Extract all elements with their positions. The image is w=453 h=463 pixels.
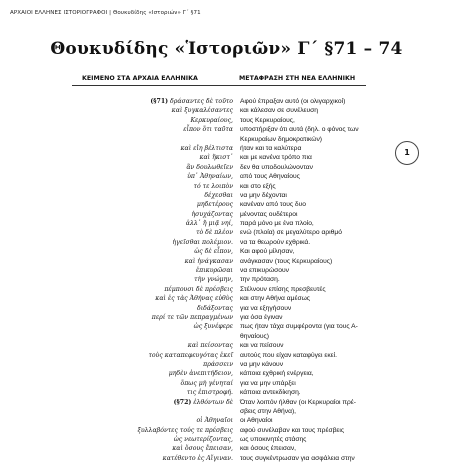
- text-row: [0, 210, 453, 219]
- ancient-line: [203, 360, 233, 369]
- modern-line: τους Κερκυραίους,: [240, 116, 295, 124]
- modern-line: και κάλεσαν σε συνέλευση: [240, 107, 319, 115]
- text-row: [0, 454, 453, 463]
- modern-line: να επικυρώσουν: [240, 267, 290, 275]
- ancient-text: ὡς νεωτερίζοντας,: [173, 436, 233, 444]
- ancient-text: περί τε τῶν πεπραγμένων: [151, 313, 233, 321]
- ancient-text: πράσσειν: [203, 360, 233, 368]
- text-row: [0, 426, 453, 435]
- modern-line: από τους Αθηναίους: [240, 173, 300, 181]
- ancient-line: [180, 144, 233, 153]
- ancient-text: ἀλλ᾽ ἢ μιᾷ νηί,: [185, 220, 233, 228]
- ancient-line: [187, 172, 233, 181]
- text-row: [0, 369, 453, 378]
- ancient-line: [163, 454, 233, 463]
- text-row: [0, 200, 453, 209]
- text-row: [0, 322, 453, 331]
- ancient-text: τὴν γνώμην,: [194, 276, 233, 284]
- ancient-line: [190, 116, 233, 125]
- ancient-text: ἐπικυρῶσαι: [195, 267, 233, 275]
- section-marker: (§72): [173, 398, 192, 406]
- modern-line: και με κανένα τρόπο πια: [240, 154, 312, 162]
- column-header-ancient: ΚΕΙΜΕΝΟ ΣΤΑ ΑΡΧΑΙΑ ΕΛΛΗΝΙΚΑ: [82, 75, 198, 82]
- ancient-text: δέχεσθαι: [204, 191, 233, 199]
- ancient-text: καὶ εἴη βέλτιστα: [180, 144, 233, 152]
- modern-line: πως ήταν τάχα συμφέροντα (για τους Α-: [240, 323, 358, 331]
- text-row: [0, 238, 453, 247]
- modern-line: και όσους έπεισαν,: [240, 445, 297, 453]
- ancient-line: [196, 228, 233, 237]
- ancient-line: [169, 369, 233, 378]
- ancient-line: [199, 153, 233, 162]
- modern-line: υποστήριξαν ότι αυτά (δηλ. ο φόνος των: [240, 126, 359, 134]
- text-row: [0, 182, 453, 191]
- ancient-text: ἡσυχάζοντας: [191, 210, 233, 218]
- text-row: [0, 388, 453, 397]
- ancient-line: [196, 416, 233, 425]
- text-row: [0, 379, 453, 388]
- modern-line: δεν θα υποδουλώνονταν: [240, 163, 313, 171]
- text-row: [0, 172, 453, 181]
- modern-line: θηναίους): [240, 332, 269, 340]
- ancient-text: μηδετέρους: [196, 201, 233, 209]
- text-row: [0, 351, 453, 360]
- modern-line: για να μην υπάρξει: [240, 379, 296, 387]
- ancient-text: ὡς ξυνέφερε: [193, 323, 233, 331]
- ancient-text: τοὺς καταπεφευγότας ἐκεῖ: [148, 351, 233, 359]
- ancient-text: ἂν δουλωθεῖεν: [186, 163, 233, 171]
- ancient-text: καὶ ἥκιστ᾽: [199, 154, 233, 162]
- text-row: [0, 116, 453, 125]
- ancient-line: [186, 219, 233, 228]
- modern-line: ανάγκασαν (τους Κερκυραίους): [240, 257, 333, 265]
- ancient-text: διδάξοντας: [196, 304, 233, 312]
- text-row: [0, 275, 453, 284]
- ancient-text: Κερκυραίους,: [190, 116, 233, 124]
- header-rule: [72, 85, 366, 86]
- modern-line: και στην Αθήνα αμέσως: [240, 295, 311, 303]
- ancient-text: καὶ ξυγκαλέσαντες: [171, 107, 233, 115]
- ancient-text: ὑπ᾽ Ἀθηναίων,: [187, 173, 233, 181]
- modern-line: για να εξηγήσουν: [240, 304, 292, 312]
- text-row: [0, 285, 453, 294]
- modern-line: να μην κάνουν: [240, 360, 284, 368]
- text-row: [0, 125, 453, 134]
- modern-line: αφού συνέλαβαν και τους πρέσβεις: [240, 426, 345, 434]
- modern-line: κάποια αντεκδίκηση.: [240, 389, 301, 397]
- ancient-line: [188, 341, 233, 350]
- text-row: [0, 247, 453, 256]
- ancient-line: [137, 426, 233, 435]
- ancient-text: ὅπως μὴ γένηταί: [180, 379, 233, 387]
- ancient-text: καὶ ἐς τὰς Ἀθήνας εὐθὺς: [155, 295, 233, 303]
- text-row: [0, 360, 453, 369]
- ancient-line: [152, 313, 233, 322]
- modern-line: αυτούς που είχαν καταφύγει εκεί.: [240, 351, 338, 359]
- modern-line: Κερκυραίων δημοκρατικών): [240, 135, 323, 143]
- text-row: [0, 435, 453, 444]
- ancient-line: [197, 304, 233, 313]
- text-row: [0, 257, 453, 266]
- ancient-line: [194, 247, 233, 256]
- ancient-text: ξυλλαβόντες τούς τε πρέσβεις: [137, 426, 233, 434]
- modern-line: ενώ (πλοία) σε μεγαλύτερο αριθμό: [240, 229, 342, 237]
- modern-line: και να πείσουν: [240, 342, 284, 350]
- modern-line: κανέναν από τους δυο: [240, 201, 307, 209]
- text-row: [0, 416, 453, 425]
- modern-line: παρά μόνο με ένα πλοίο,: [240, 220, 314, 228]
- ancient-text: καὶ πείσοντας: [187, 342, 233, 350]
- ancient-text: μηδὲν ἀνεπιτήδειον,: [168, 370, 233, 378]
- modern-line: να τα θεωρούν εχθρικά.: [240, 238, 311, 246]
- series-name: ΑΡΧΑΙΟΙ ΕΛΛΗΝΕΣ ΙΣΤΟΡΙΟΓΡΑΦΟΙ: [10, 10, 108, 16]
- ancient-line: [191, 210, 233, 219]
- text-row: [0, 313, 453, 322]
- modern-line: κάποια εχθρική ενέργεια,: [240, 370, 314, 378]
- modern-line: Όταν λοιπόν ήλθαν (οι Κερκυραίοι πρέ-: [240, 398, 357, 406]
- column-header-modern: ΜΕΤΑΦΡΑΣΗ ΣΤΗ ΝΕΑ ΕΛΛΗΝΙΚΗ: [239, 75, 356, 82]
- text-row: [0, 97, 453, 106]
- ancient-line: [204, 191, 233, 200]
- ancient-line: [172, 106, 233, 115]
- header-separator: |: [109, 10, 112, 16]
- modern-line: Στέλνουν επίσης πρεσβευτές: [240, 285, 326, 293]
- ancient-line: [183, 125, 233, 134]
- ancient-line: [194, 322, 233, 331]
- ancient-line: [181, 379, 233, 388]
- work-name: Θουκυδίδης «Ιστοριών» Γ΄ §71: [112, 10, 201, 16]
- ancient-line: [155, 294, 233, 303]
- modern-line: οι Αθηναίοι: [240, 417, 273, 425]
- ancient-line: [196, 266, 233, 275]
- ancient-text: τις ἐπιστροφή.: [186, 389, 233, 397]
- text-row: [0, 398, 453, 407]
- section-marker: (§71): [150, 98, 169, 105]
- ancient-line: [185, 257, 233, 266]
- modern-line: την πρόταση.: [240, 276, 280, 284]
- text-row: [0, 106, 453, 115]
- ancient-text: καὶ ἠνάγκασαν: [184, 257, 233, 265]
- text-row: [0, 444, 453, 453]
- modern-line: σβεις στην Αθήνα),: [240, 407, 297, 415]
- text-row: [0, 135, 453, 144]
- text-row: [0, 341, 453, 350]
- ancient-text: τό τε λοιπὸν: [193, 182, 233, 190]
- ancient-line: [194, 182, 233, 191]
- page-number-badge: 1: [395, 141, 419, 165]
- text-row: [0, 219, 453, 228]
- modern-line: να μην δέχονται: [240, 191, 287, 199]
- text-row: [0, 163, 453, 172]
- ancient-line: [164, 285, 233, 294]
- running-header: [10, 10, 201, 16]
- ancient-line: [174, 435, 233, 444]
- ancient-text: καὶ ὅσους ἔπεισαν,: [172, 445, 233, 453]
- text-row: [0, 304, 453, 313]
- ancient-text: ἡγεῖσθαι πολέμιον.: [172, 238, 233, 246]
- ancient-line: [197, 200, 233, 209]
- modern-line: Και αφού μίλησαν,: [240, 248, 295, 256]
- modern-line: και στο εξής: [240, 182, 276, 190]
- text-row: [0, 407, 453, 416]
- modern-line: τους συγκέντρωσαν για ασφάλεια στην: [240, 454, 355, 462]
- ancient-text: ἐλθόντων δὲ: [193, 398, 233, 406]
- ancient-line: [174, 398, 233, 407]
- ancient-text: δράσαντες δὲ τοῦτο: [170, 98, 233, 105]
- text-row: [0, 266, 453, 275]
- ancient-line: [172, 238, 233, 247]
- modern-line: ως υποκινητές στάσης: [240, 436, 307, 444]
- modern-line: για όσα έγιναν: [240, 313, 283, 321]
- ancient-text: τὸ δὲ πλέον: [196, 229, 233, 237]
- ancient-text: κατέθεντο ἐς Αἴγιναν.: [162, 454, 233, 462]
- modern-line: ήταν και τα καλύτερα: [240, 144, 302, 152]
- text-row: [0, 294, 453, 303]
- ancient-text: ὡς δὲ εἶπον,: [194, 248, 233, 256]
- text-row: [0, 144, 453, 153]
- text-row: [0, 228, 453, 237]
- ancient-line: [194, 275, 233, 284]
- ancient-line: [148, 351, 233, 360]
- modern-line: μένοντας ουδέτεροι: [240, 210, 298, 218]
- page-title: Θουκυδίδης «Ἱστοριῶν» Γ΄ §71 – 74: [50, 39, 403, 59]
- ancient-line: [187, 388, 233, 397]
- ancient-line: [172, 444, 233, 453]
- modern-line: Αφού έπραξαν αυτό (οι ολιγαρχικοί): [240, 98, 346, 105]
- ancient-text: οἱ Ἀθηναῖοι: [196, 417, 233, 425]
- ancient-text: πέμπουσι δὲ πρέσβεις: [164, 285, 233, 293]
- text-row: [0, 153, 453, 162]
- text-row: [0, 332, 453, 341]
- ancient-text: εἶπον ὅτι ταῦτα: [183, 126, 233, 134]
- text-row: [0, 191, 453, 200]
- ancient-line: [186, 163, 233, 172]
- parallel-text: [0, 97, 453, 463]
- ancient-line: [150, 97, 233, 106]
